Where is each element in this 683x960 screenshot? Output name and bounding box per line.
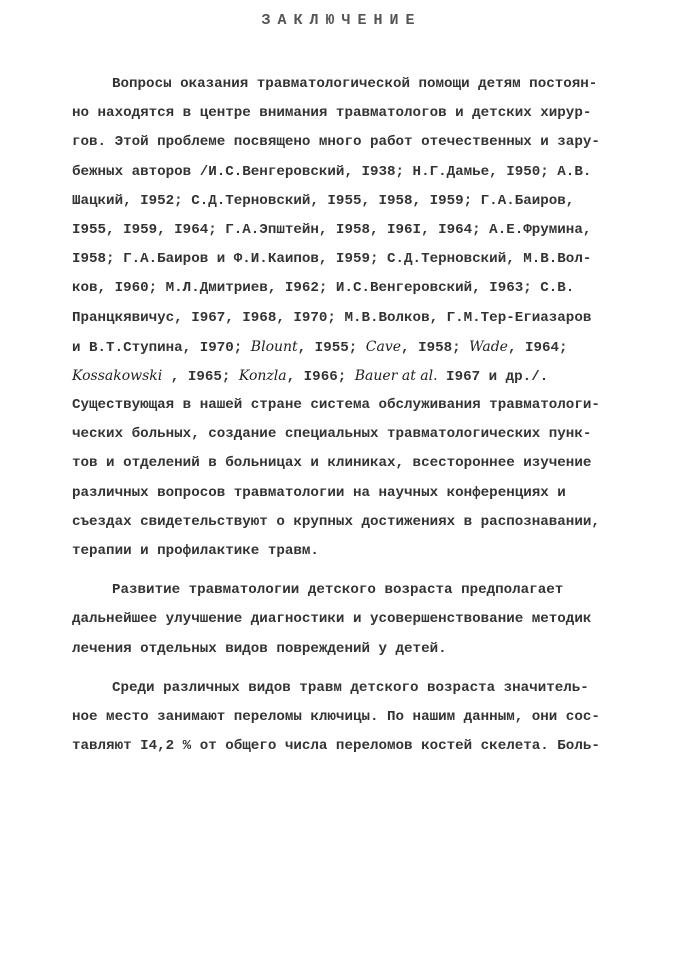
paragraph-gap (72, 566, 632, 576)
page-title: ЗАКЛЮЧЕНИЕ (261, 12, 422, 29)
text-line: I958; Г.А.Баиров и Ф.И.Каипов, I959; С.Д.Терновский, М.В.Вол- (72, 251, 592, 268)
text-line: съездах свидетельствуют о крупных достижениях в распознавании, (72, 513, 600, 530)
handwritten-author: Cave (365, 338, 402, 355)
document-body (72, 70, 632, 761)
text-line: Развитие травматологии детского возраста предполагает (112, 582, 564, 599)
text-segment: и В.Т.Ступина, I970; (72, 339, 251, 356)
text-line (72, 362, 632, 391)
text-line: гов. Этой проблеме посвящено много работ отечественных и зару- (72, 134, 600, 151)
text-line: бежных авторов /И.С.Венгеровский, I938; Н.Г.Дамье, I950; А.В. (72, 163, 592, 180)
text-line: тов и отделений в больницах и клиниках, всестороннее изучение (72, 455, 592, 472)
handwritten-author: Blount (250, 338, 298, 355)
text-segment: , I958; (401, 339, 470, 356)
text-segment: , I965; (162, 368, 239, 385)
text-segment: , I964; (507, 339, 568, 356)
text-line: но находятся в центре внимания травматологов и детских хирур- (72, 105, 592, 122)
text-line: лечения отдельных видов повреждений у детей. (72, 640, 447, 657)
handwritten-author: Wade (469, 338, 508, 355)
text-line: Пранцкявичус, I967, I968, I970; М.В.Волков, Г.М.Тер-Егиазаров (72, 309, 592, 326)
text-line: терапии и профилактике травм. (72, 543, 319, 559)
text-line: Шацкий, I952; С.Д.Терновский, I955, I958, I959; Г.А.Баиров, (72, 192, 575, 209)
text-line: различных вопросов травматологии на научных конференциях и (72, 484, 566, 501)
text-line: Среди различных видов травм детского возраста значитель- (112, 679, 589, 696)
text-line: дальнейшее улучшение диагностики и усовершенствование методик (72, 611, 592, 628)
text-line: ческих больных, создание специальных травматологических пунк- (72, 426, 592, 443)
text-segment: I967 и др./. (437, 368, 549, 385)
text-line: ное место занимают переломы ключицы. По нашим данным, они сос- (72, 708, 600, 725)
text-line (72, 333, 632, 362)
text-line: I955, I959, I964; Г.А.Эпштейн, I958, I96I, I964; А.Е.Фрумина, (72, 221, 592, 238)
handwritten-author: Konzla (238, 367, 287, 384)
text-line: Существующая в нашей стране система обслуживания травматологи- (72, 397, 600, 414)
handwritten-author: Bauer at al. (354, 367, 438, 384)
handwritten-author: Kossakowski (72, 367, 163, 384)
paragraph-gap (72, 664, 632, 674)
text-line: Вопросы оказания травматологической помощи детям постоян- (112, 76, 598, 92)
text-segment: , I955; (297, 339, 366, 356)
text-segment: , I966; (286, 368, 355, 385)
text-line: тавляют I4,2 % от общего числа переломов костей скелета. Боль- (72, 738, 600, 755)
text-line: ков, I960; М.Л.Дмитриев, I962; И.С.Венгеровский, I963; С.В. (72, 280, 575, 297)
